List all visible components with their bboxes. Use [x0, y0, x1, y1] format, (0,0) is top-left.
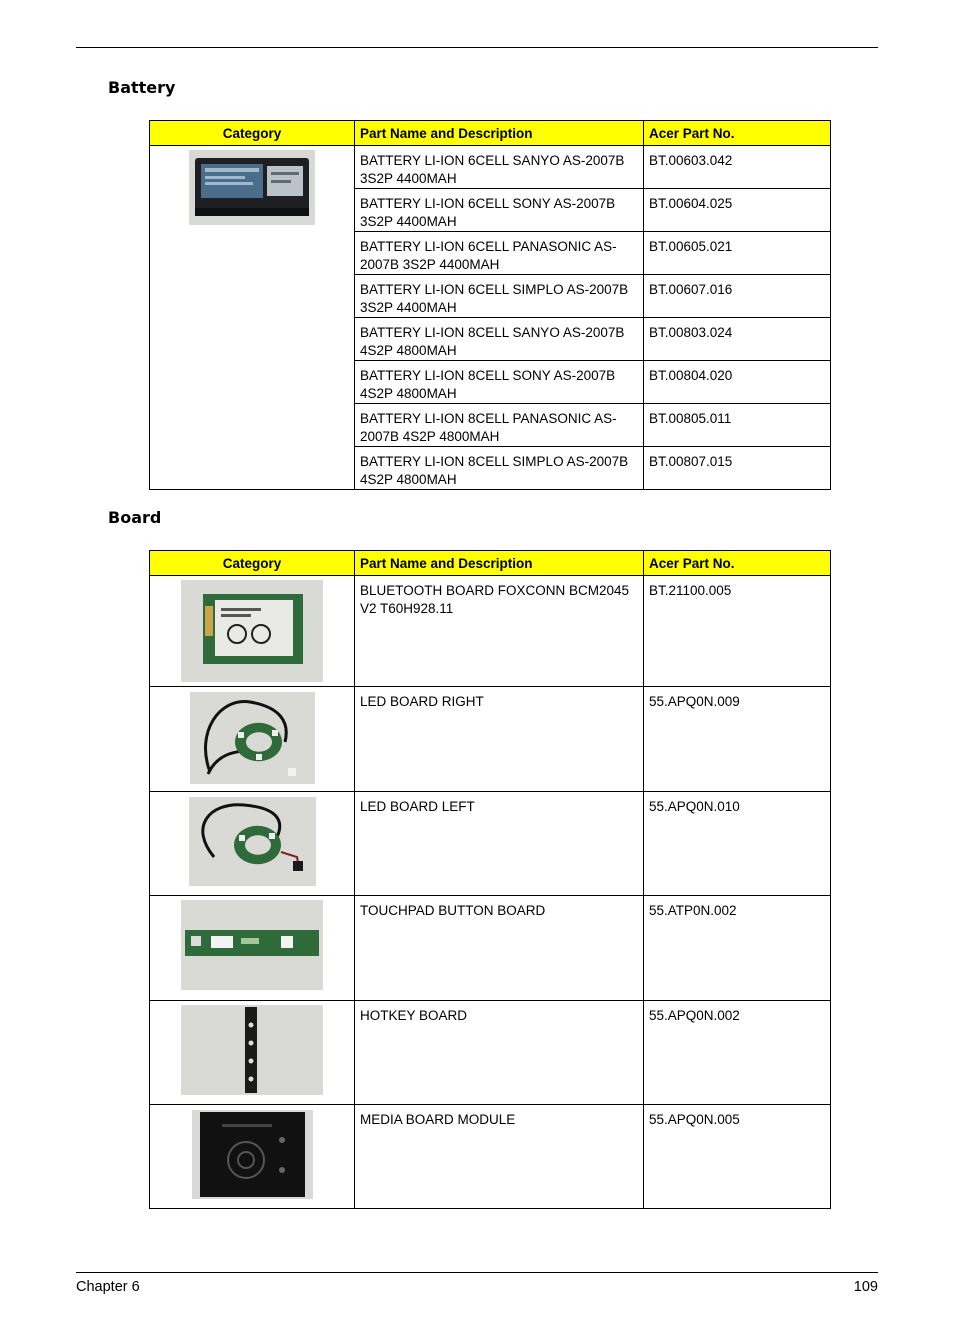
part-name: BATTERY LI-ION 8CELL SIMPLO AS-2007B 4S2P 4800MAH	[355, 447, 644, 490]
part-number: 55.APQ0N.009	[644, 687, 831, 792]
part-number: BT.00804.020	[644, 361, 831, 404]
footer-rule	[76, 1272, 878, 1273]
media-board-module-photo	[192, 1110, 313, 1199]
part-name: TOUCHPAD BUTTON BOARD	[355, 896, 644, 1001]
part-number: BT.00607.016	[644, 275, 831, 318]
bluetooth-board-photo	[181, 580, 323, 682]
table-header-row	[150, 121, 831, 146]
category-cell	[150, 1105, 355, 1209]
category-cell	[150, 576, 355, 687]
category-cell	[150, 792, 355, 896]
header-part-name: Part Name and Description	[355, 121, 644, 146]
part-name: BATTERY LI-ION 6CELL SIMPLO AS-2007B 3S2P 4400MAH	[355, 275, 644, 318]
header-part-no: Acer Part No.	[644, 121, 831, 146]
part-number: BT.00603.042	[644, 146, 831, 189]
part-number: BT.00605.021	[644, 232, 831, 275]
part-number: 55.ATP0N.002	[644, 896, 831, 1001]
part-name: BATTERY LI-ION 6CELL PANASONIC AS-2007B 3S2P 4400MAH	[355, 232, 644, 275]
battery-category-cell	[150, 146, 355, 490]
header-category: Category	[150, 121, 355, 146]
table-row	[150, 896, 831, 1001]
part-number: BT.00803.024	[644, 318, 831, 361]
table-row	[150, 576, 831, 687]
hotkey-board-photo	[181, 1005, 323, 1095]
part-name: LED BOARD LEFT	[355, 792, 644, 896]
section-title-board: Board	[108, 508, 162, 527]
touchpad-button-board-photo	[181, 900, 323, 990]
footer-chapter: Chapter 6	[76, 1279, 140, 1295]
header-category: Category	[150, 551, 355, 576]
part-name: BATTERY LI-ION 6CELL SANYO AS-2007B 3S2P 4400MAH	[355, 146, 644, 189]
category-cell	[150, 896, 355, 1001]
category-cell	[150, 687, 355, 792]
board-parts-table	[149, 550, 831, 1209]
battery-parts-table	[149, 120, 831, 490]
header-part-no: Acer Part No.	[644, 551, 831, 576]
part-name: HOTKEY BOARD	[355, 1001, 644, 1105]
footer-page-number: 109	[853, 1279, 878, 1295]
section-title-battery: Battery	[108, 78, 176, 97]
table-row	[150, 687, 831, 792]
table-header-row	[150, 551, 831, 576]
category-cell	[150, 1001, 355, 1105]
header-part-name: Part Name and Description	[355, 551, 644, 576]
table-row	[150, 1001, 831, 1105]
led-board-left-photo	[189, 797, 316, 886]
table-row	[150, 146, 831, 189]
part-number: 55.APQ0N.010	[644, 792, 831, 896]
part-number: BT.00604.025	[644, 189, 831, 232]
part-name: BATTERY LI-ION 8CELL SONY AS-2007B 4S2P 4800MAH	[355, 361, 644, 404]
part-number: 55.APQ0N.002	[644, 1001, 831, 1105]
part-name: BATTERY LI-ION 8CELL PANASONIC AS-2007B 4S2P 4800MAH	[355, 404, 644, 447]
part-name: BATTERY LI-ION 6CELL SONY AS-2007B 3S2P 4400MAH	[355, 189, 644, 232]
part-name: LED BOARD RIGHT	[355, 687, 644, 792]
part-name: BLUETOOTH BOARD FOXCONN BCM2045 V2 T60H928.11	[355, 576, 644, 687]
table-row	[150, 1105, 831, 1209]
part-number: BT.00805.011	[644, 404, 831, 447]
led-board-right-photo	[190, 692, 315, 784]
part-name: BATTERY LI-ION 8CELL SANYO AS-2007B 4S2P 4800MAH	[355, 318, 644, 361]
table-row	[150, 792, 831, 896]
top-rule	[76, 47, 878, 48]
part-number: 55.APQ0N.005	[644, 1105, 831, 1209]
battery-pack-photo	[189, 150, 315, 225]
part-number: BT.21100.005	[644, 576, 831, 687]
part-name: MEDIA BOARD MODULE	[355, 1105, 644, 1209]
part-number: BT.00807.015	[644, 447, 831, 490]
